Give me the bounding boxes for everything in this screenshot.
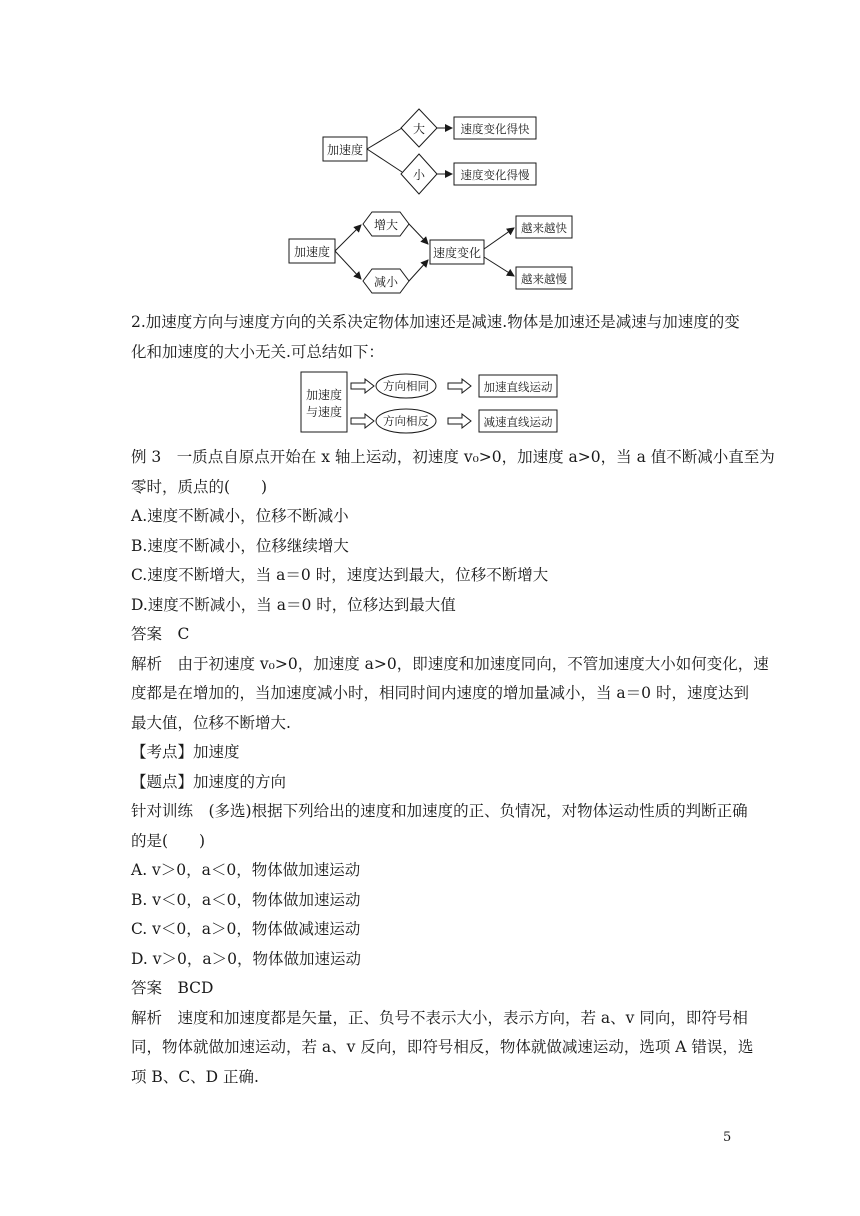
example3-answer: 答案 C <box>131 625 190 643</box>
d3-opp-text: 方向相反 <box>383 414 429 428</box>
d3-same-text: 方向相同 <box>383 379 429 393</box>
d3-root-text1: 加速度 <box>305 388 343 402</box>
example3-analysis-line1: 解析 由于初速度 v₀>0，加速度 a>0，即速度和加速度同向，不管加速度大小如何变化，速 <box>131 654 769 673</box>
d2-inc-text: 增大 <box>373 218 399 232</box>
example3-kaodian: 【考点】加速度 <box>131 743 240 761</box>
d2-out-slow-text: 越来越慢 <box>521 272 567 286</box>
section2-line1: 2.加速度方向与速度方向的关系决定物体加速还是减速.物体是加速还是减速与加速度的变 <box>131 313 740 331</box>
d1-out-slow-text: 速度变化得慢 <box>460 168 530 182</box>
d1-big-text: 大 <box>412 122 426 136</box>
diagram-acceleration-magnitude <box>0 0 860 300</box>
d3-accel-text: 加速直线运动 <box>483 380 553 394</box>
d2-out-fast-text: 越来越快 <box>521 221 567 235</box>
d2-middle-text: 速度变化 <box>432 246 482 260</box>
diagram-direction <box>0 366 860 438</box>
section2-paragraph <box>131 308 740 367</box>
training-analysis-line1: 解析 速度和加速度都是矢量，正、负号不表示大小，表示方向，若 a、v 同向，即符号相 <box>131 1008 748 1027</box>
example3-options <box>131 502 769 1092</box>
example3-option-c: C.速度不断增大，当 a＝0 时，速度达到最大，位移不断增大 <box>131 566 549 584</box>
example3-q-line2: 零时，质点的( ) <box>131 477 268 496</box>
example3-analysis-line3: 最大值，位移不断增大. <box>131 713 291 732</box>
d3-root-box <box>301 372 347 432</box>
training-analysis-line3: 项 B、C、D 正确. <box>131 1067 259 1086</box>
d3-root-text2: 与速度 <box>305 405 343 419</box>
d1-out-fast-text: 速度变化得快 <box>460 122 530 136</box>
training-option-d: D. v＞0，a＞0，物体做加速运动 <box>131 949 361 968</box>
section2-line2: 化和加速度的大小无关.可总结如下： <box>131 342 384 361</box>
training-option-c: C. v＜0，a＞0，物体做减速运动 <box>131 920 361 938</box>
d1-root-text: 加速度 <box>326 143 364 157</box>
training-q-line2: 的是( ) <box>131 831 206 850</box>
d2-root-text: 加速度 <box>293 245 331 259</box>
d3-decel-text: 减速直线运动 <box>483 415 553 429</box>
example3-q-line1: 例 3 一质点自原点开始在 x 轴上运动，初速度 v₀>0，加速度 a>0，当 a 值不断减小直至为 <box>131 448 775 466</box>
d2-dec-text: 减小 <box>373 275 399 289</box>
example3-option-b: B.速度不断减小，位移继续增大 <box>131 536 349 555</box>
training-option-b: B. v＜0，a＜0，物体做加速运动 <box>131 890 361 909</box>
training-answer: 答案 BCD <box>131 979 214 997</box>
training-analysis-line2: 同，物体就做加速运动，若 a、v 反向，即符号相反，物体就做减速运动，选项 A 错误，选 <box>131 1038 754 1056</box>
example3-option-a: A.速度不断减小，位移不断减小 <box>131 507 349 525</box>
example3-question <box>131 443 775 502</box>
example3-analysis-line2: 度都是在增加的，当加速度减小时，相同时间内速度的增加量减小，当 a＝0 时，速度达到 <box>131 684 749 702</box>
training-q-line1: 针对训练 (多选)根据下列给出的速度和加速度的正、负情况，对物体运动性质的判断正确 <box>131 802 748 820</box>
page-number: 5 <box>723 1130 732 1145</box>
example3-tidian: 【题点】加速度的方向 <box>131 772 287 791</box>
training-option-a: A. v＞0，a＜0，物体做加速运动 <box>131 861 361 879</box>
d1-small-text: 小 <box>412 168 426 182</box>
example3-option-d: D.速度不断减小，当 a＝0 时，位移达到最大值 <box>131 595 456 614</box>
